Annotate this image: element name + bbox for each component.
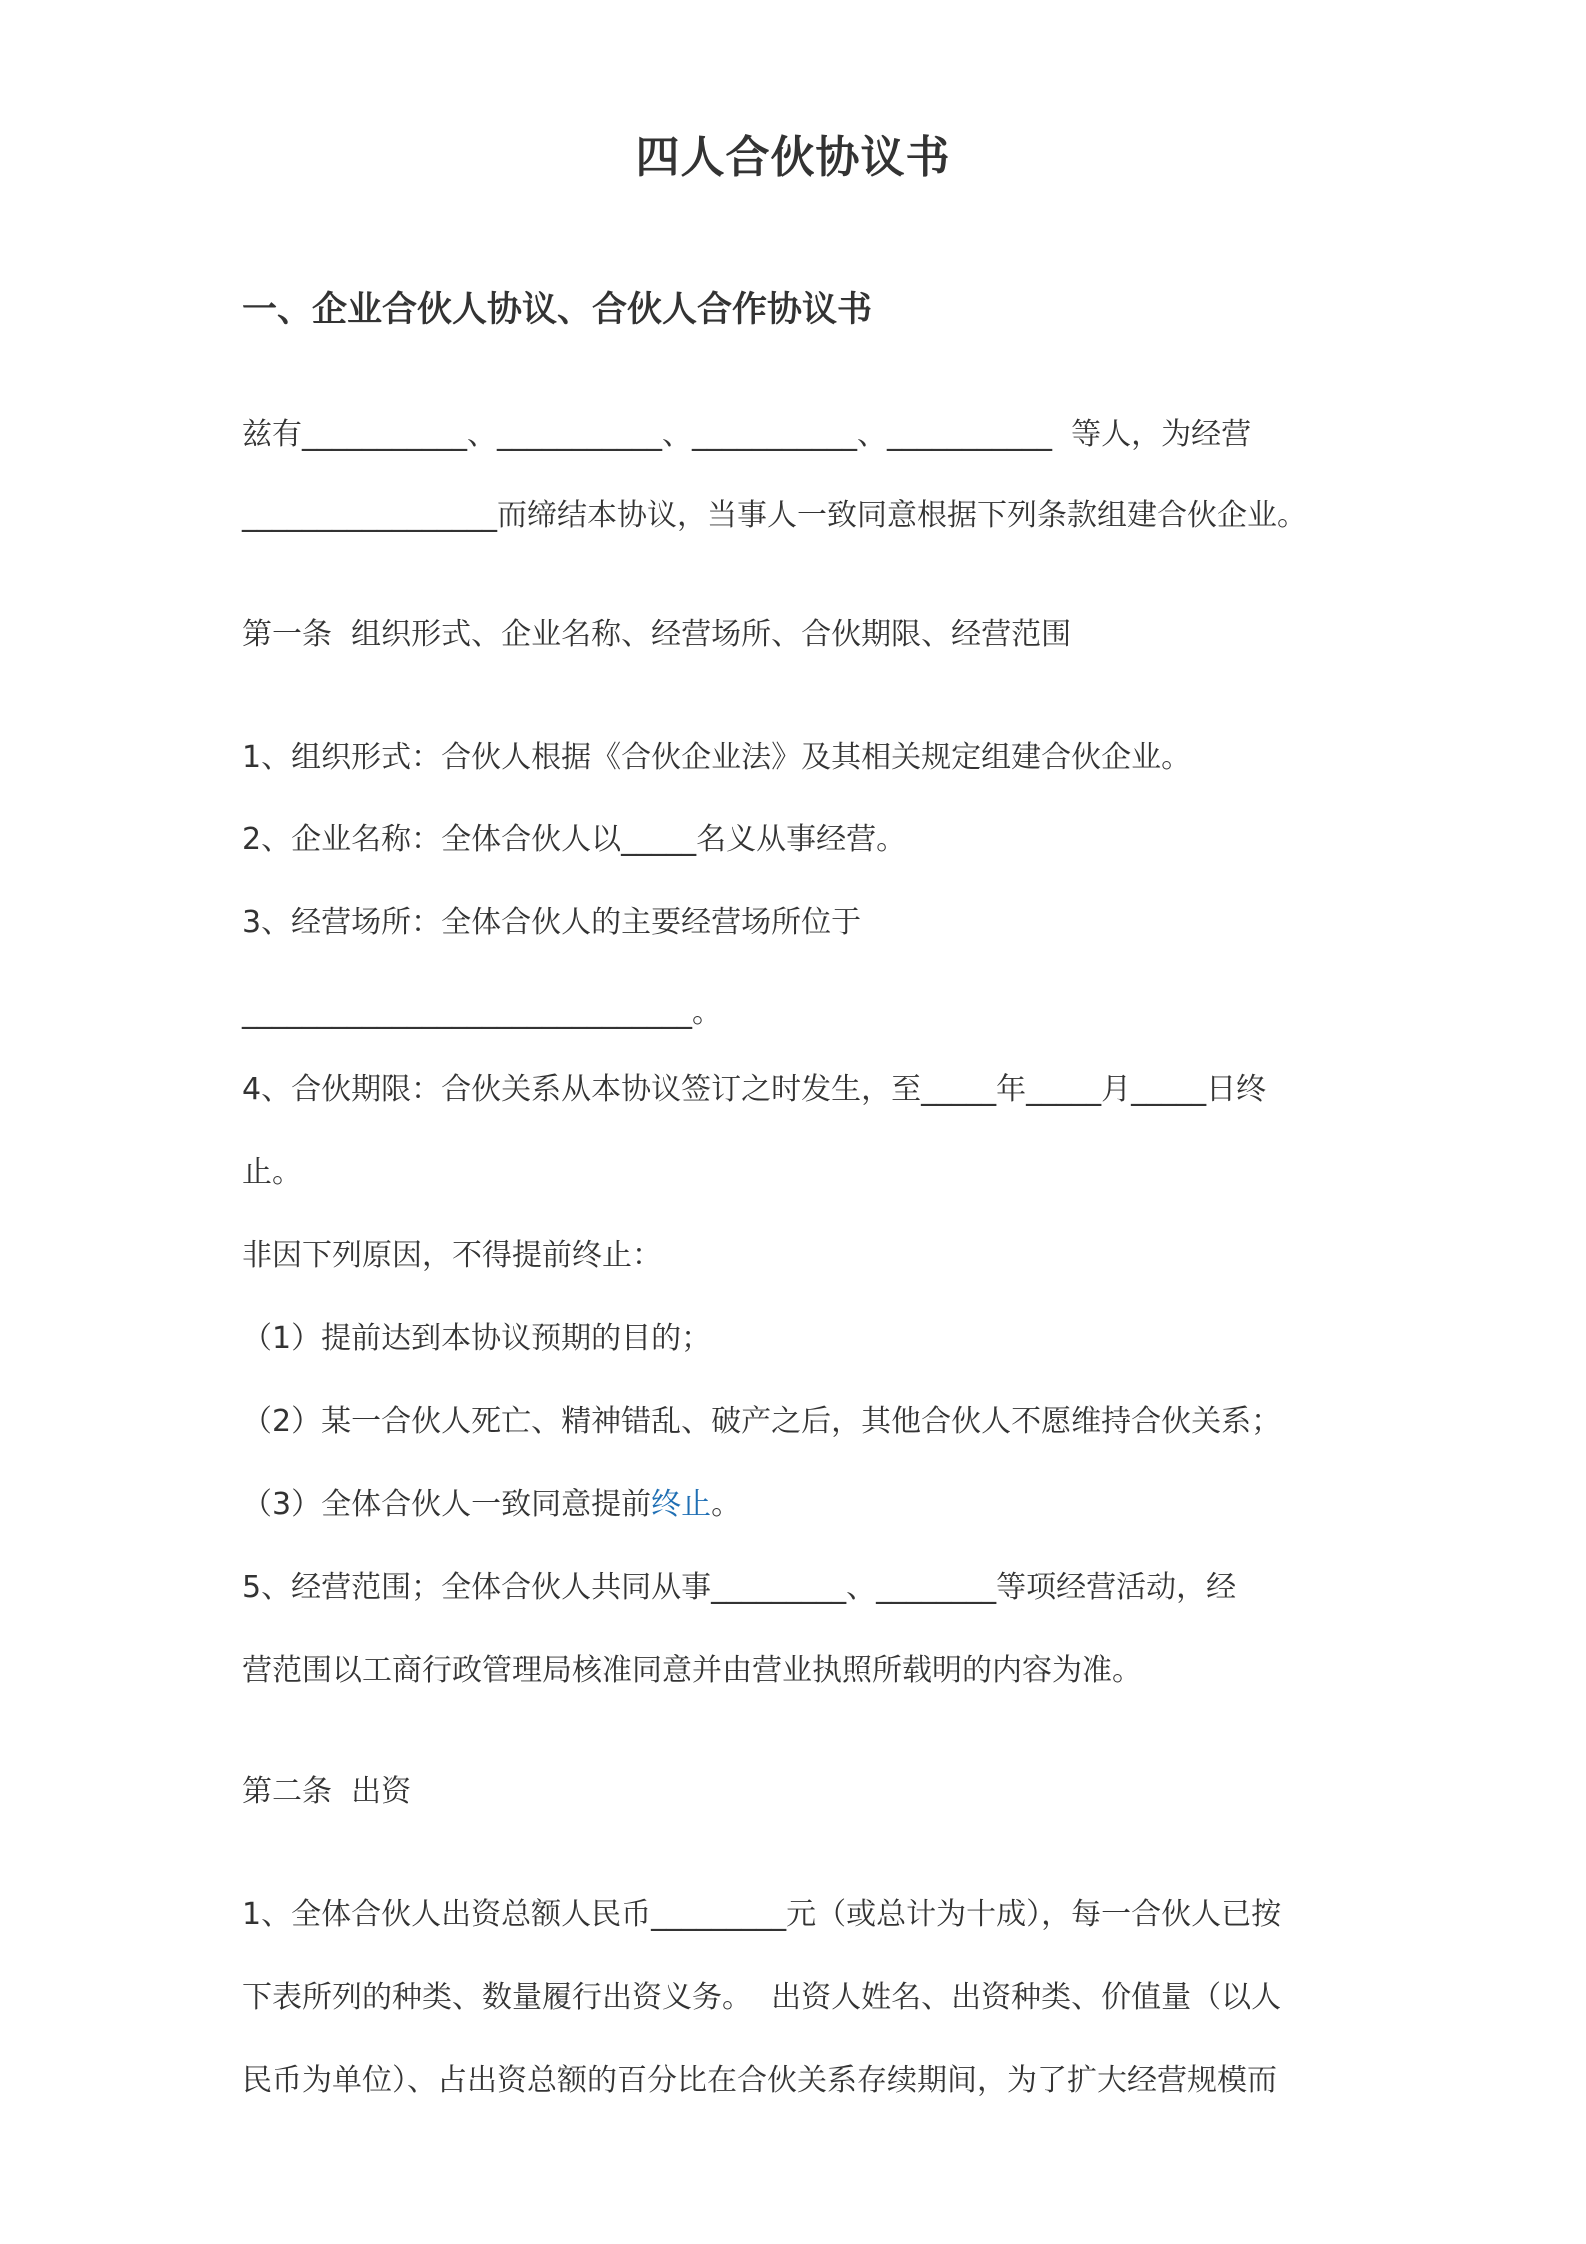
document-title: 四人合伙协议书 — [635, 132, 951, 183]
article1-item-4-line-1: 4、合伙期限：合伙关系从本协议签订之时发生，至_____年_____月_____日终 — [242, 1072, 1267, 1107]
section-heading: 一、企业合伙人协议、合伙人合作协议书 — [242, 290, 873, 330]
article1-item-3-line-1: 3、经营场所：全体合伙人的主要经营场所位于 — [242, 905, 862, 940]
article1-item-5-line-2: 营范围以工商行政管理局核准同意并由营业执照所载明的内容为准。 — [242, 1653, 1142, 1688]
article2-item-1-line-1: 1、全体合伙人出资总额人民币_________元（或总计为十成），每一合伙人已按 — [242, 1897, 1282, 1932]
article1-item-2: 2、企业名称：全体合伙人以_____名义从事经营。 — [242, 822, 907, 857]
article2-item-1-line-2: 下表所列的种类、数量履行出资义务。 出资人姓名、出资种类、价值量（以人 — [242, 1980, 1282, 2015]
termination-link[interactable]: 终止 — [651, 1487, 712, 1522]
intro-line-1: 兹有___________、___________、___________、___________ 等人，为经营 — [242, 417, 1252, 452]
article1-item-1: 1、组织形式：合伙人根据《合伙企业法》及其相关规定组建合伙企业。 — [242, 740, 1192, 775]
article2-item-1-line-3: 民币为单位）、占出资总额的百分比在合伙关系存续期间，为了扩大经营规模而 — [242, 2063, 1277, 2098]
termination-reason-2: （2）某一合伙人死亡、精神错乱、破产之后，其他合伙人不愿维持合伙关系； — [242, 1404, 1282, 1439]
article1-heading: 第一条 组织形式、企业名称、经营场所、合伙期限、经营范围 — [242, 617, 1072, 652]
article1-item-4-line-2: 止。 — [242, 1155, 302, 1190]
intro-line-2: _________________而缔结本协议，当事人一致同意根据下列条款组建合伙企业。 — [242, 498, 1307, 533]
termination-reason-3 — [242, 1485, 741, 1525]
termination-reason-1: （1）提前达到本协议预期的目的； — [242, 1321, 712, 1356]
article1-item-3-line-2: ______________________________。 — [242, 995, 722, 1030]
termination-reason-3-prefix: （3）全体合伙人一致同意提前 — [242, 1487, 652, 1522]
article2-heading: 第二条 出资 — [242, 1774, 412, 1809]
termination-note: 非因下列原因，不得提前终止： — [242, 1238, 662, 1273]
article1-item-5-line-1: 5、经营范围；全体合伙人共同从事_________、________等项经营活动，经 — [242, 1570, 1237, 1605]
termination-reason-3-suffix: 。 — [711, 1487, 742, 1522]
